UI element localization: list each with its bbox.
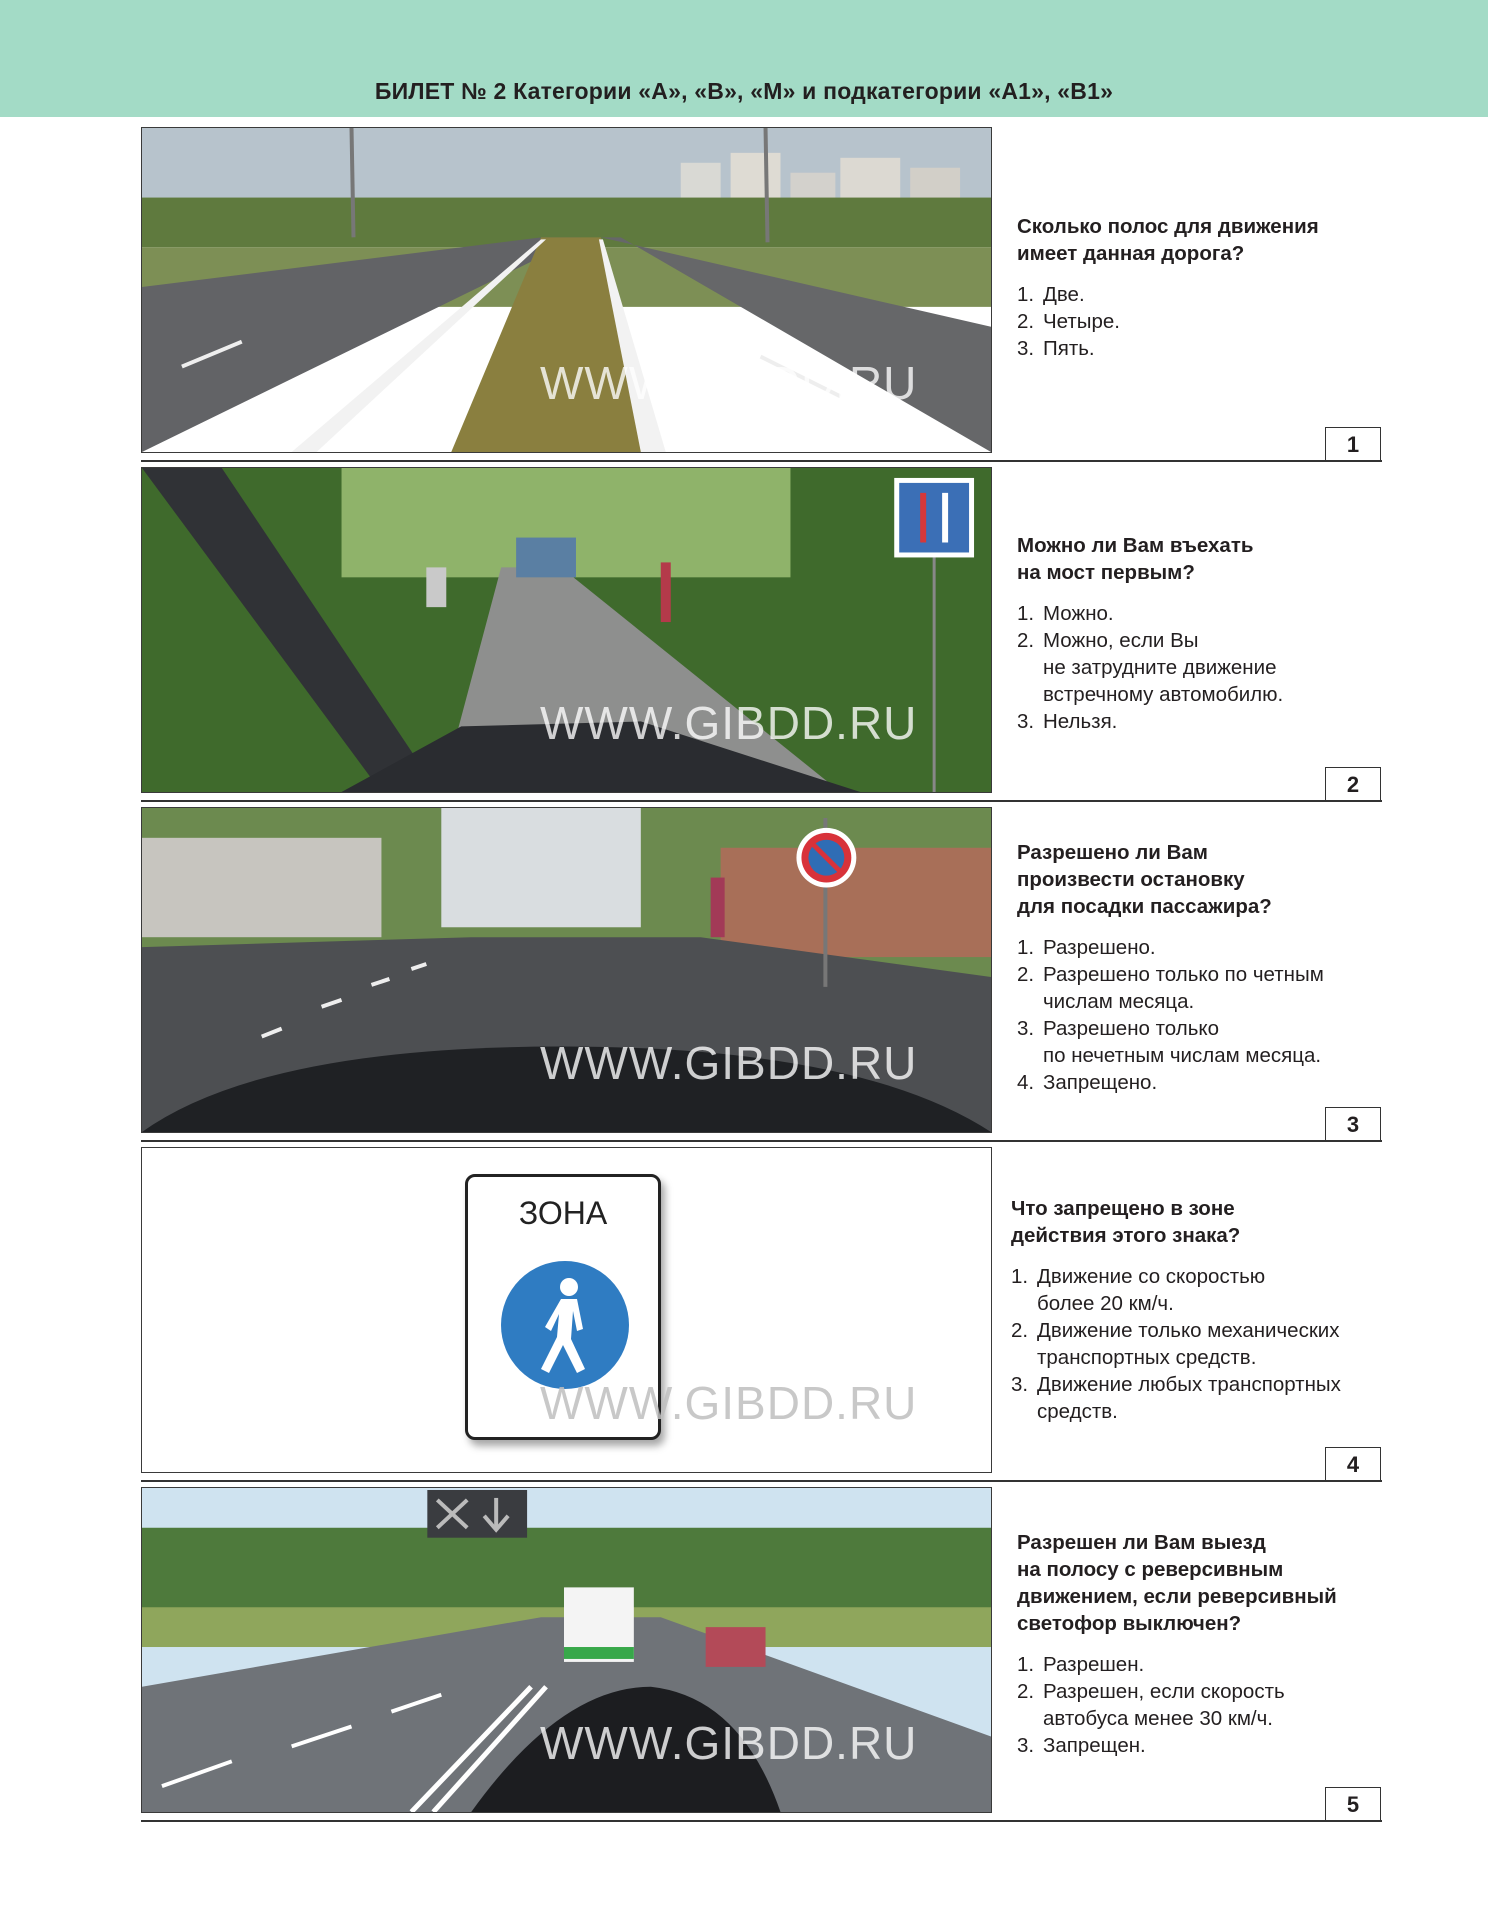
answer-option-1[interactable]: 1. Две. — [1017, 283, 1085, 306]
answer-option-2[interactable]: 2. Разрешен, если скорость автобуса менее 30 км/ч. — [1017, 1680, 1285, 1730]
divider — [141, 1480, 1382, 1482]
question-1-text — [1017, 213, 1387, 362]
question-2-text — [1017, 532, 1387, 735]
answer-option-2[interactable]: 2. Можно, если Вы не затрудните движение встречному автомобилю. — [1017, 629, 1284, 706]
watermark-text: WWW.GIBDD.RU — [540, 1037, 918, 1089]
divider — [141, 800, 1382, 802]
watermark-text: WWW.GIBDD.RU — [540, 1377, 918, 1429]
question-3-text — [1017, 839, 1387, 1096]
answer-option-2[interactable]: 2. Разрешено только по четным числам месяца. — [1017, 963, 1324, 1013]
answer-option-4[interactable]: 4. Запрещено. — [1017, 1071, 1158, 1094]
question-1 — [141, 127, 1382, 461]
pedestrian-icon — [499, 1259, 631, 1391]
answer-option-3[interactable]: 3. Запрещен. — [1017, 1734, 1146, 1757]
question-number-box: 3 — [1325, 1107, 1381, 1140]
answer-option-1[interactable]: 1. Разрешен. — [1017, 1653, 1145, 1676]
divider — [141, 460, 1382, 462]
question-4-text — [1011, 1195, 1381, 1425]
question-5-photo — [141, 1487, 992, 1813]
question-3 — [141, 807, 1382, 1141]
question-4-title: Что запрещено в зоне действия этого знака? — [1011, 1197, 1241, 1247]
question-number-box: 5 — [1325, 1787, 1381, 1820]
question-number-box: 4 — [1325, 1447, 1381, 1480]
question-5-text — [1017, 1529, 1387, 1759]
question-number-box: 1 — [1325, 427, 1381, 460]
question-2-title: Можно ли Вам въехать на мост первым? — [1017, 534, 1254, 584]
watermark-text: WWW.GIBDD.RU — [540, 1717, 918, 1769]
question-3-title: Разрешено ли Вам произвести остановку для посадки пассажира? — [1017, 841, 1272, 918]
question-1-title: Сколько полос для движения имеет данная дорога? — [1017, 215, 1319, 265]
answer-option-3[interactable]: 3. Разрешено только по нечетным числам месяца. — [1017, 1017, 1322, 1067]
watermark-text: WWW.GIBDD.RU — [540, 697, 918, 749]
ticket-title: БИЛЕТ № 2 Категории «А», «В», «М» и подкатегории «А1», «В1» — [374, 78, 1114, 104]
answer-option-2[interactable]: 2. Движение только механических транспортных средств. — [1011, 1319, 1340, 1369]
question-4-photo — [141, 1147, 992, 1473]
divider — [141, 1140, 1382, 1142]
question-5-title: Разрешен ли Вам выезд на полосу с реверсивным движением, если реверсивный светофор выключен? — [1017, 1531, 1337, 1635]
question-3-photo — [141, 807, 992, 1133]
answer-option-3[interactable]: 3. Нельзя. — [1017, 710, 1118, 733]
answer-option-1[interactable]: 1. Разрешено. — [1017, 936, 1156, 959]
answer-option-1[interactable]: 1. Движение со скоростью более 20 км/ч. — [1011, 1265, 1266, 1315]
question-4 — [141, 1147, 1382, 1481]
question-2-photo — [141, 467, 992, 793]
answer-option-2[interactable]: 2. Четыре. — [1017, 310, 1121, 333]
question-2 — [141, 467, 1382, 801]
answer-option-3[interactable]: 3. Движение любых транспортных средств. — [1011, 1373, 1341, 1423]
watermark-text: WWW.GIBDD.RU — [540, 357, 918, 409]
sign-zone-text: ЗОНА — [518, 1195, 608, 1231]
question-5 — [141, 1487, 1382, 1821]
question-1-photo — [141, 127, 992, 453]
question-number-box: 2 — [1325, 767, 1381, 800]
answer-option-1[interactable]: 1. Можно. — [1017, 602, 1114, 625]
answer-option-3[interactable]: 3. Пять. — [1017, 337, 1095, 360]
divider — [141, 1820, 1382, 1822]
